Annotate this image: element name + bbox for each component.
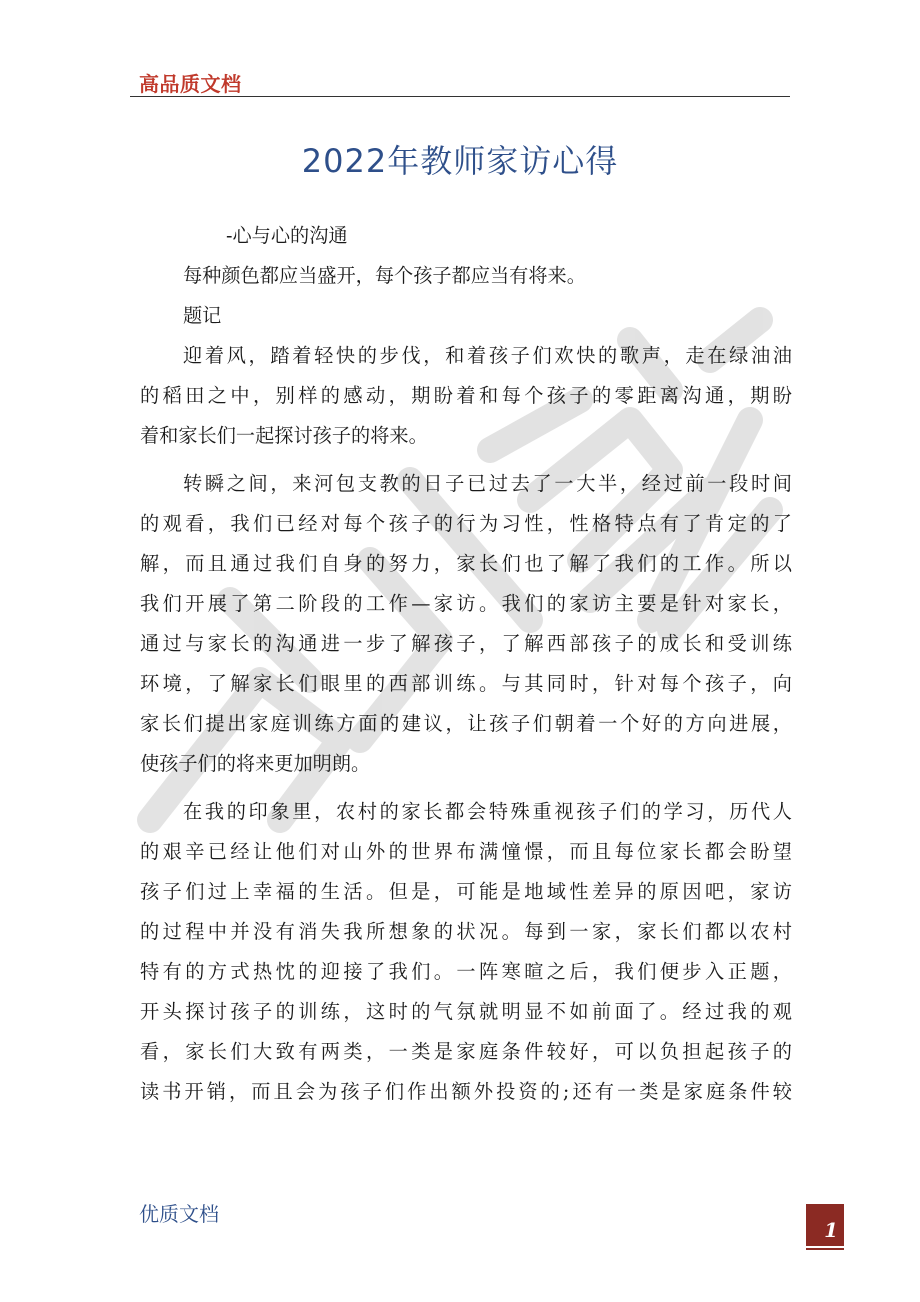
- header-rule: [130, 96, 790, 97]
- page-number-underline: [806, 1248, 844, 1250]
- footer-label: 优质文档: [139, 1202, 219, 1226]
- epigraph-label: 题记: [183, 304, 222, 327]
- paragraph-line: 开头探讨孩子的训练，这时的气氛就明显不如前面了。经过我的观: [140, 1000, 792, 1023]
- paragraph-line: 特有的方式热忱的迎接了我们。一阵寒暄之后，我们便步入正题，: [140, 960, 792, 983]
- paragraph-line: 孩子们过上幸福的生活。但是，可能是地域性差异的原因吧，家访: [140, 880, 792, 903]
- epigraph: 每种颜色都应当盛开，每个孩子都应当有将来。: [183, 264, 586, 287]
- paragraph-line: 我们开展了第二阶段的工作—家访。我们的家访主要是针对家长，: [140, 592, 792, 615]
- subtitle: -心与心的沟通: [226, 224, 348, 247]
- paragraph-line: 使孩子们的将来更加明朗。: [140, 752, 371, 775]
- paragraph-line: 着和家长们一起探讨孩子的将来。: [140, 424, 428, 447]
- paragraph-line: 在我的印象里，农村的家长都会特殊重视孩子们的学习，历代人: [183, 800, 792, 823]
- paragraph-line: 迎着风，踏着轻快的步伐，和着孩子们欢快的歌声，走在绿油油: [183, 344, 792, 367]
- paragraph-line: 读书开销，而且会为孩子们作出额外投资的;还有一类是家庭条件较: [140, 1080, 792, 1103]
- paragraph-line: 家长们提出家庭训练方面的建议，让孩子们朝着一个好的方向进展，: [140, 712, 792, 735]
- paragraph-line: 的艰辛已经让他们对山外的世界布满憧憬，而且每位家长都会盼望: [140, 840, 792, 863]
- paragraph-line: 的过程中并没有消失我所想象的状况。每到一家，家长们都以农村: [140, 920, 792, 943]
- document-title: 2022年教师家访心得: [301, 142, 619, 180]
- paragraph-3: [140, 792, 792, 1112]
- paragraph-2: [140, 464, 792, 784]
- paragraph-line: 环境，了解家长们眼里的西部训练。与其同时，针对每个孩子，向: [140, 672, 792, 695]
- paragraph-line: 转瞬之间，来河包支教的日子已过去了一大半，经过前一段时间: [183, 472, 792, 495]
- paragraph-line: 的稻田之中，别样的感动，期盼着和每个孩子的零距离沟通，期盼: [140, 384, 792, 407]
- header-label: 高品质文档: [139, 72, 242, 96]
- paragraph-line: 通过与家长的沟通进一步了解孩子，了解西部孩子的成长和受训练: [140, 632, 792, 655]
- paragraph-line: 看，家长们大致有两类，一类是家庭条件较好，可以负担起孩子的: [140, 1040, 792, 1063]
- page-number: 1: [824, 1218, 838, 1242]
- page-number-badge: [806, 1204, 844, 1246]
- document-body: [140, 216, 792, 1112]
- paragraph-line: 的观看，我们已经对每个孩子的行为习性，性格特点有了肯定的了: [140, 512, 792, 535]
- paragraph-1: [140, 336, 792, 456]
- paragraph-line: 解，而且通过我们自身的努力，家长们也了解了我们的工作。所以: [140, 552, 792, 575]
